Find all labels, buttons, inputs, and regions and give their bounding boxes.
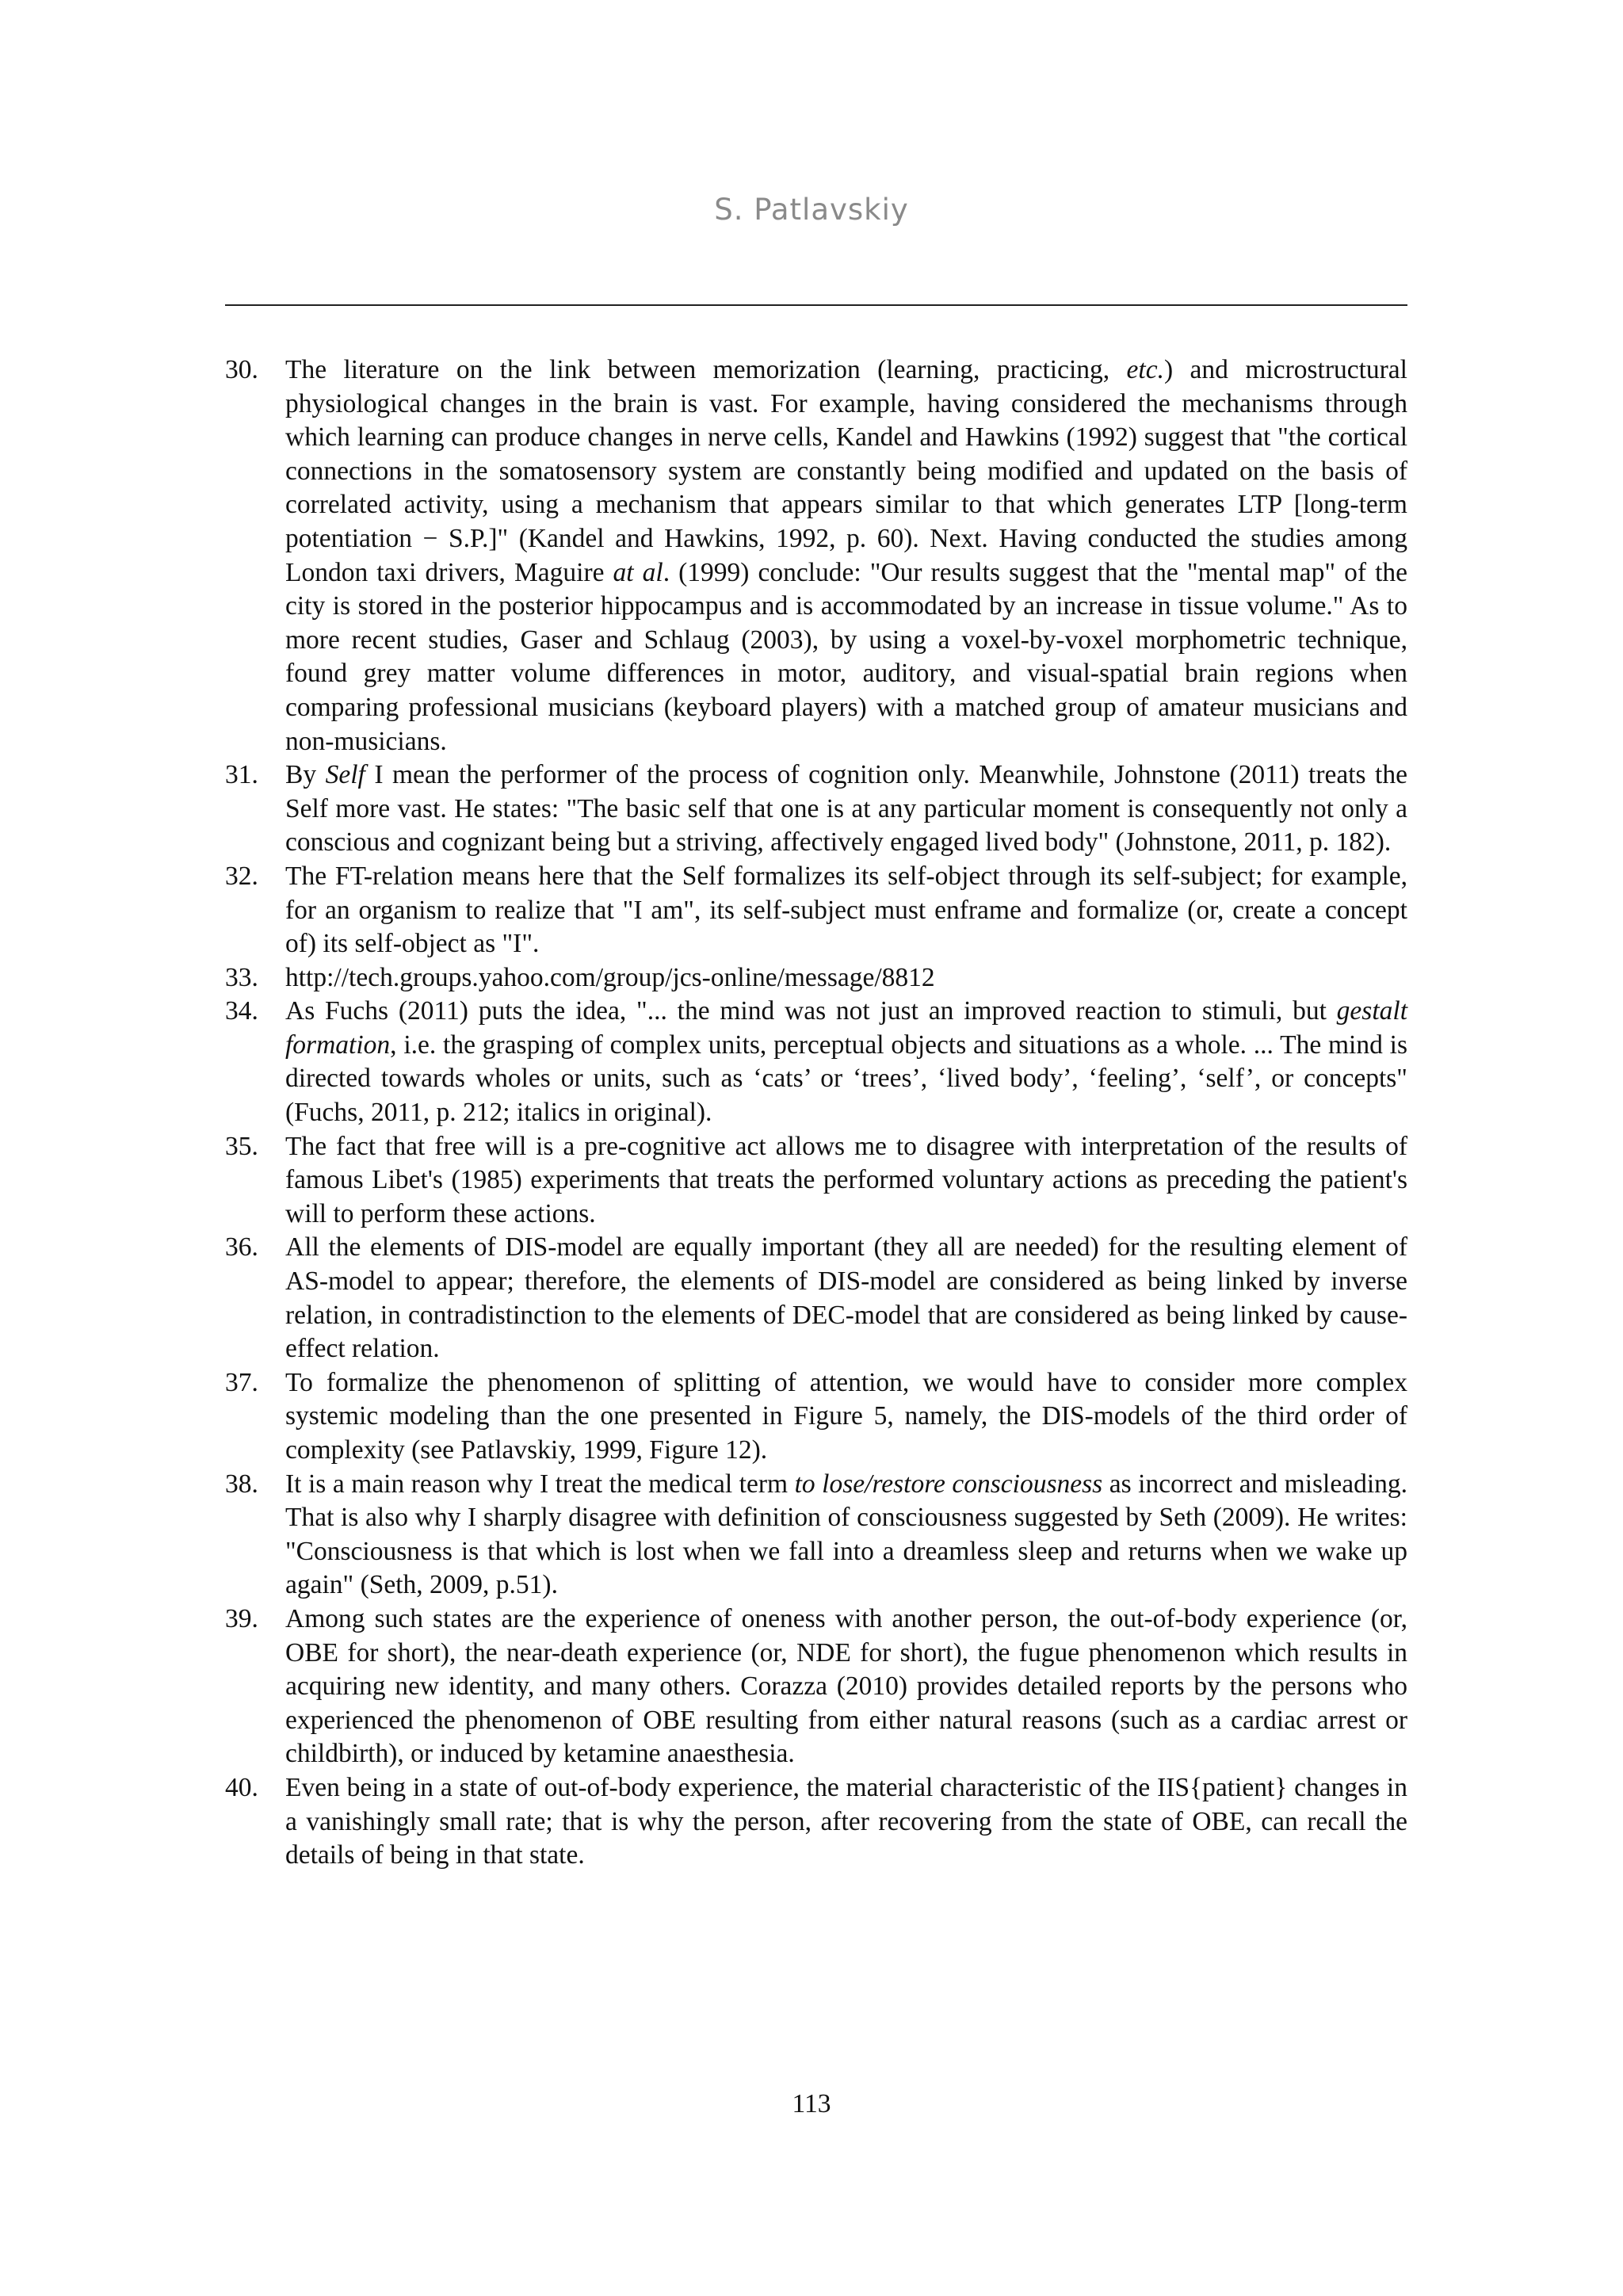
endnote bbox=[225, 860, 1407, 961]
endnote bbox=[225, 961, 1407, 995]
endnote bbox=[225, 1468, 1407, 1603]
endnote-text: Even being in a state of out-of-body experience, the material characteristic of the IIS{patient} changes in a vanishingly small rate; that is why the person, after recovering from the state of OBE, can recall the details of being in that state. bbox=[285, 1772, 1407, 1870]
endnote-url[interactable]: http://tech.groups.yahoo.com/group/jcs-online/message/8812 bbox=[285, 962, 935, 992]
endnote bbox=[225, 758, 1407, 860]
header-rule bbox=[225, 304, 1407, 306]
endnote-text: Among such states are the experience of oneness with another person, the out-of-body experience (or, OBE for short), the near-death experience (or, NDE for short), the fugue phenomenon which results in acquiring new identity, and many others. Corazza (2010) provides detailed reports by the persons who experienced the phenomenon of OBE resulting from either natural reasons (such as a cardiac arrest or childbirth), or induced by ketamine anaesthesia. bbox=[285, 1603, 1407, 1769]
endnote-number: 39. bbox=[225, 1603, 258, 1633]
endnote-number: 37. bbox=[225, 1367, 258, 1397]
endnote bbox=[225, 995, 1407, 1129]
endnotes-list bbox=[225, 353, 1407, 1873]
endnote-text: The literature on the link between memorization (learning, practicing, etc.) and microstructural physiological changes in the brain is vast. For example, having considered the mechanisms through which learning can produce changes in nerve cells, Kandel and Hawkins (1992) suggest that "the cortical connections in the somatosensory system are constantly being modified and updated on the basis of correlated activity, using a mechanism that appears similar to that which generates LTP [long-term potentiation − S.P.]" (Kandel and Hawkins, 1992, p. 60). Next. Having conducted the studies among London taxi drivers, Maguire at al. (1999) conclude: "Our results suggest that the "mental map" of the city is stored in the posterior hippocampus and is accommodated by an increase in tissue volume." As to more recent studies, Gaser and Schlaug (2003), by using a voxel-by-voxel morphometric technique, found grey matter volume differences in motor, auditory, and visual-spatial brain regions when comparing professional musicians (keyboard players) with a matched group of amateur musicians and non-musicians. bbox=[285, 355, 1407, 756]
endnote bbox=[225, 1231, 1407, 1366]
endnote bbox=[225, 1771, 1407, 1873]
endnote-text: The FT-relation means here that the Self formalizes its self-object through its self-subject; for example, for an organism to realize that "I am", its self-subject must enframe and formalize (or, create a concept of) its self-object as "I". bbox=[285, 861, 1407, 959]
endnote-number: 34. bbox=[225, 996, 258, 1026]
endnote-number: 35. bbox=[225, 1131, 258, 1161]
endnote-number: 40. bbox=[225, 1772, 258, 1802]
endnote-text: All the elements of DIS-model are equally important (they all are needed) for the resulting element of AS-model to appear; therefore, the elements of DIS-model are considered as being linked by inverse relation, in contradistinction to the elements of DEC-model that are considered as being linked by cause-effect relation. bbox=[285, 1232, 1407, 1364]
endnote-text: As Fuchs (2011) puts the idea, "... the mind was not just an improved reaction to stimuli, but gestalt formation, i.e. the grasping of complex units, perceptual objects and situations as a whole. ... The mind is directed towards wholes or units, such as ‘cats’ or ‘trees’, ‘lived body’, ‘feeling’, ‘self’, or concepts" (Fuchs, 2011, p. 212; italics in original). bbox=[285, 996, 1407, 1128]
endnote bbox=[225, 353, 1407, 758]
endnote bbox=[225, 1366, 1407, 1468]
endnote-number: 32. bbox=[225, 861, 258, 891]
endnote-number: 30. bbox=[225, 355, 258, 384]
endnote-number: 36. bbox=[225, 1232, 258, 1263]
endnote-number: 33. bbox=[225, 962, 258, 992]
running-head: S. Patlavskiy bbox=[714, 193, 909, 227]
endnote-text: It is a main reason why I treat the medical term to lose/restore consciousness as incorrect and misleading. That is also why I sharply disagree with definition of consciousness suggested by Seth (2009). He writes: "Consciousness is that which is lost when we fall into a dreamless sleep and returns when we wake up again" (Seth, 2009, p.51). bbox=[285, 1469, 1408, 1600]
endnote-text: By Self I mean the performer of the process of cognition only. Meanwhile, Johnstone (2011) treats the Self more vast. He states: "The basic self that one is at any particular moment is consequently not only a conscious and cognizant being but a striving, affectively engaged lived body" (Johnstone, 2011, p. 182). bbox=[285, 760, 1407, 858]
page-number: 113 bbox=[792, 2089, 831, 2118]
endnote-text: The fact that free will is a pre-cognitive act allows me to disagree with interpretation of the results of famous Libet's (1985) experiments that treats the performed voluntary actions as preceding the patient's will to perform these actions. bbox=[285, 1131, 1407, 1228]
endnote bbox=[225, 1603, 1407, 1771]
endnote-number: 38. bbox=[225, 1469, 258, 1499]
endnote bbox=[225, 1130, 1407, 1232]
endnote-text: To formalize the phenomenon of splitting of attention, we would have to consider more complex systemic modeling than the one presented in Figure 5, namely, the DIS-models of the third order of complexity (see Patlavskiy, 1999, Figure 12). bbox=[285, 1367, 1407, 1465]
endnote-number: 31. bbox=[225, 760, 258, 790]
